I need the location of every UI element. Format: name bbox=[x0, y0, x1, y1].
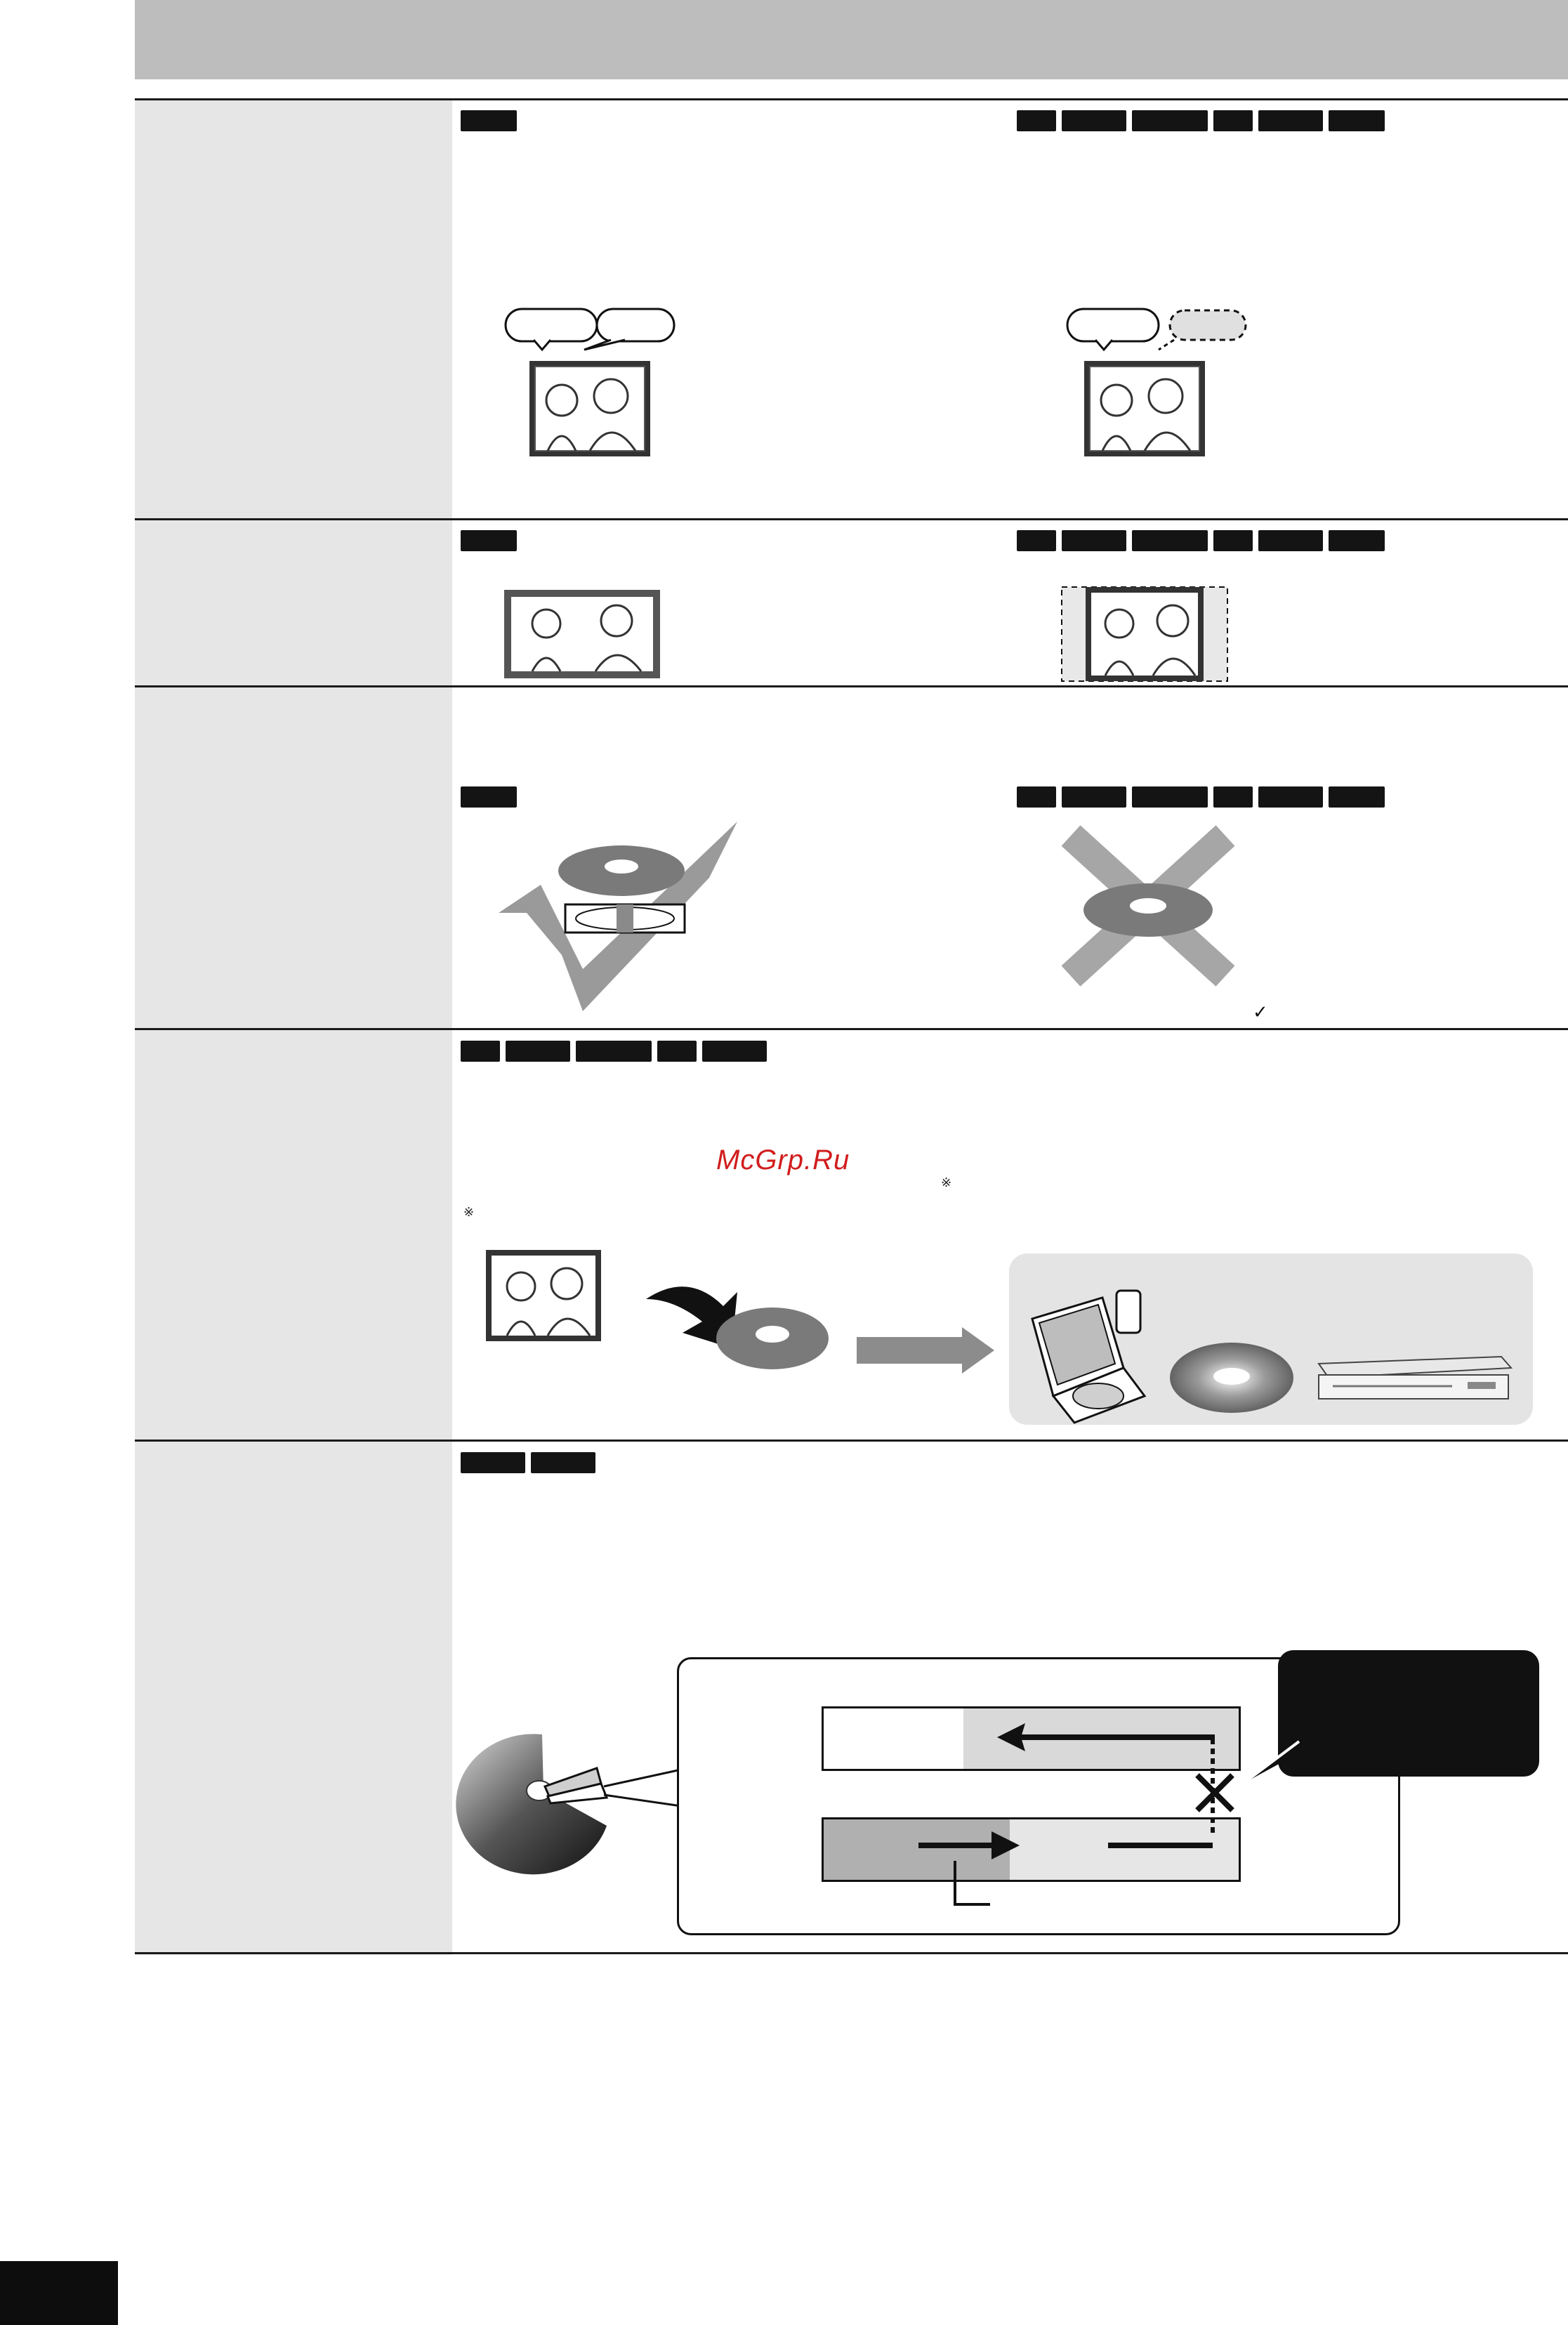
format-tag bbox=[1062, 786, 1126, 808]
format-tag bbox=[1329, 786, 1385, 808]
tag-group-s1-left bbox=[461, 110, 517, 131]
note-mark: ※ bbox=[463, 1205, 475, 1219]
tv-picture-icon bbox=[529, 361, 650, 456]
tag-group-s5 bbox=[461, 1452, 595, 1473]
disc-icon bbox=[716, 1308, 829, 1369]
format-tag bbox=[702, 1041, 767, 1062]
format-tag bbox=[1258, 110, 1323, 131]
format-tag bbox=[531, 1452, 595, 1473]
format-tag bbox=[461, 1041, 500, 1062]
remote-control-icon bbox=[1116, 1291, 1140, 1333]
format-tag bbox=[1213, 786, 1253, 808]
disc-icon bbox=[1168, 1341, 1295, 1414]
format-tag bbox=[1132, 110, 1208, 131]
widescreen-tv-icon bbox=[504, 590, 660, 681]
format-tag bbox=[576, 1041, 652, 1062]
rule-3 bbox=[135, 1028, 1568, 1030]
watermark: McGrp.Ru bbox=[716, 1145, 850, 1175]
rule-top bbox=[135, 98, 1568, 100]
tag-group-s3-left bbox=[461, 786, 517, 808]
tv-picture-icon bbox=[1084, 361, 1205, 456]
format-tag bbox=[461, 110, 517, 131]
header-bar bbox=[135, 0, 1568, 79]
format-tag bbox=[1017, 530, 1056, 551]
portable-player-icon bbox=[1025, 1291, 1152, 1424]
note-mark: ※ bbox=[941, 1175, 952, 1190]
format-tag bbox=[461, 530, 517, 551]
format-tag bbox=[1329, 110, 1385, 131]
record-to-disc-arrow bbox=[646, 1278, 829, 1383]
recorder-icon bbox=[1312, 1350, 1513, 1404]
speech-bubble-left bbox=[1067, 309, 1159, 350]
format-tag bbox=[506, 1041, 570, 1062]
disc-icon bbox=[558, 845, 685, 896]
tag-group-s2-left bbox=[461, 530, 517, 551]
dual-audio-illustration bbox=[492, 302, 702, 463]
layer-direction-arrows bbox=[913, 1699, 1264, 1924]
page-number-tab bbox=[0, 2261, 118, 2325]
disc-not-compatible-illustration bbox=[1057, 822, 1239, 990]
format-tag bbox=[657, 1041, 697, 1062]
zoom-lines bbox=[583, 1657, 681, 1819]
single-audio-illustration bbox=[1053, 302, 1264, 463]
format-tag bbox=[1213, 530, 1253, 551]
tag-group-s1-right bbox=[1017, 110, 1385, 131]
check-mark-icon: ✓ bbox=[1253, 1001, 1268, 1022]
format-tag bbox=[1213, 110, 1253, 131]
format-tag bbox=[1062, 110, 1126, 131]
tag-group-s2-right bbox=[1017, 530, 1385, 551]
format-tag bbox=[1017, 786, 1056, 808]
rule-4 bbox=[135, 1440, 1568, 1442]
rule-bottom bbox=[135, 1952, 1568, 1954]
disc-in-drive-check-illustration bbox=[499, 822, 744, 1018]
speech-bubble-right bbox=[584, 309, 674, 350]
format-tag bbox=[461, 786, 517, 808]
tv-picture-icon bbox=[486, 1250, 605, 1341]
format-tag bbox=[1258, 786, 1323, 808]
format-tag bbox=[1132, 786, 1208, 808]
format-tag bbox=[1132, 530, 1208, 551]
format-tag bbox=[1062, 530, 1126, 551]
format-tag bbox=[1258, 530, 1323, 551]
speech-bubble-left bbox=[506, 309, 597, 350]
rule-2 bbox=[135, 685, 1568, 687]
drive-tray bbox=[565, 904, 685, 933]
label-column bbox=[135, 100, 452, 1955]
right-arrow-icon bbox=[857, 1327, 997, 1374]
speech-bubble-dashed bbox=[1159, 310, 1246, 350]
standard-tv-with-sides-icon bbox=[1060, 586, 1229, 683]
left-arrow-icon bbox=[997, 1723, 1215, 1751]
warning-callout-pointer bbox=[1236, 1741, 1320, 1791]
format-tag bbox=[1329, 530, 1385, 551]
tag-group-s4 bbox=[461, 1041, 767, 1062]
right-arrow-icon bbox=[918, 1831, 1020, 1859]
format-tag bbox=[461, 1452, 525, 1473]
pointer-line bbox=[955, 1861, 990, 1904]
disc-icon bbox=[1083, 883, 1213, 937]
tag-group-s3-right bbox=[1017, 786, 1385, 808]
format-tag bbox=[1017, 110, 1056, 131]
rule-1 bbox=[135, 518, 1568, 520]
